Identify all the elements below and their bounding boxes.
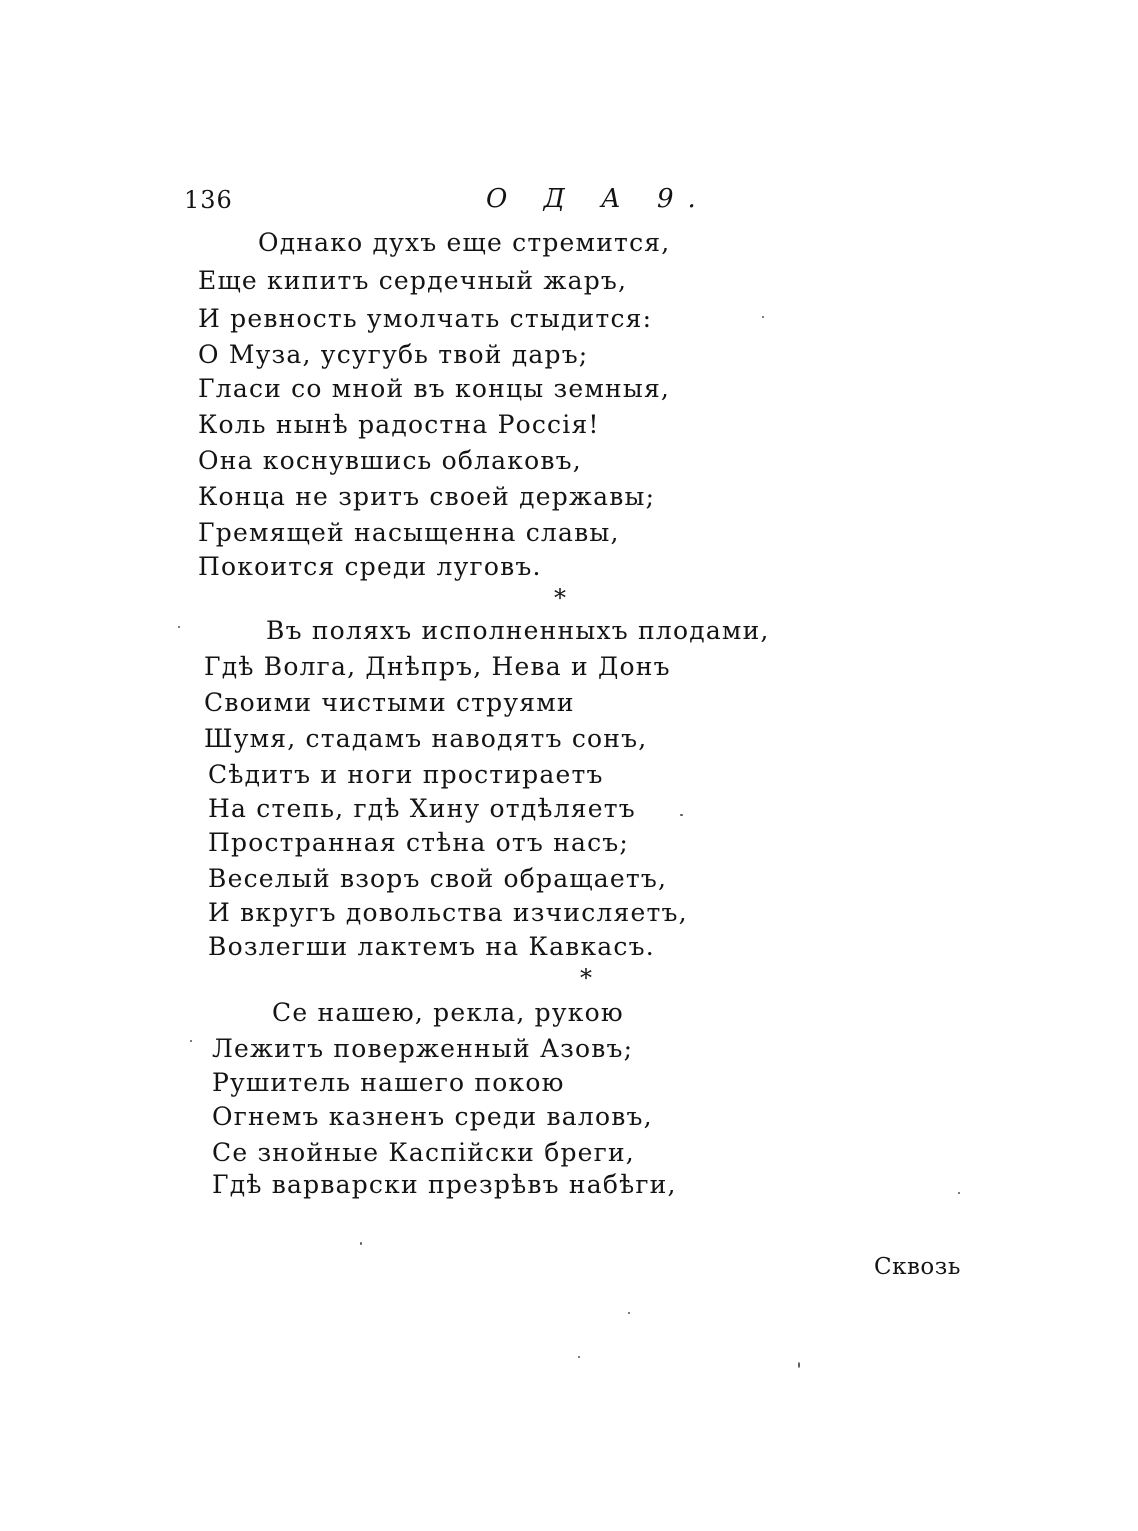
verse-line: Веселый взоръ свой обращаетъ, (208, 864, 668, 893)
verse-line: Гласи со мной въ концы земныя, (198, 374, 671, 403)
verse-line: Однако духъ еще стремится, (258, 228, 671, 257)
verse-line: Сѣдитъ и ноги простираетъ (208, 760, 604, 789)
scan-speck (360, 1242, 362, 1245)
verse-line: И ревность умолчать стыдится: (198, 304, 653, 333)
scan-speck (958, 1192, 960, 1194)
verse-line: Конца не зритъ своей державы; (198, 482, 656, 511)
verse-line: Своими чистыми струями (204, 688, 575, 717)
scan-speck (578, 1356, 580, 1358)
stanza-separator: * (554, 584, 566, 612)
verse-line: Шумя, стадамъ наводятъ сонъ, (204, 724, 648, 753)
verse-line: Она коснувшись облаковъ, (198, 446, 582, 475)
verse-line: Се знойные Каспійски бреги, (212, 1138, 635, 1167)
scan-speck (178, 626, 180, 628)
verse-line: Покоится среди луговъ. (198, 552, 542, 581)
verse-line: Пространная стѣна отъ насъ; (208, 828, 629, 857)
scan-speck (762, 316, 764, 318)
catchword: Сквозь (874, 1254, 961, 1280)
verse-line: Еще кипитъ сердечный жаръ, (198, 266, 628, 295)
verse-line: О Муза, усугубь твой даръ; (198, 340, 589, 369)
running-head: О Д А 9. (486, 184, 710, 214)
verse-line: Гдѣ варварски презрѣвъ набѣги, (212, 1170, 677, 1199)
scan-speck (798, 1362, 800, 1368)
verse-line: Огнемъ казненъ среди валовъ, (212, 1102, 653, 1131)
verse-line: Се нашею, рекла, рукою (272, 998, 624, 1027)
verse-line: И вкругъ довольства изчисляетъ, (208, 898, 688, 927)
scan-speck (680, 814, 683, 816)
scan-speck (190, 1040, 192, 1042)
verse-line: Гдѣ Волга, Днѣпръ, Нева и Донъ (204, 652, 671, 681)
verse-line: На степь, гдѣ Хину отдѣляетъ (208, 794, 636, 823)
verse-line: Рушитель нашего покою (212, 1068, 565, 1097)
verse-line: Лежитъ поверженный Азовъ; (212, 1034, 634, 1063)
verse-line: Коль нынѣ радостна Россія! (198, 410, 600, 439)
stanza-separator: * (580, 964, 592, 992)
scan-speck (628, 1312, 630, 1314)
verse-line: Возлегши лактемъ на Кавкасъ. (208, 932, 655, 961)
page-number: 136 (184, 186, 233, 214)
verse-line: Гремящей насыщенна славы, (198, 518, 620, 547)
verse-line: Въ поляхъ исполненныхъ плодами, (266, 616, 770, 645)
